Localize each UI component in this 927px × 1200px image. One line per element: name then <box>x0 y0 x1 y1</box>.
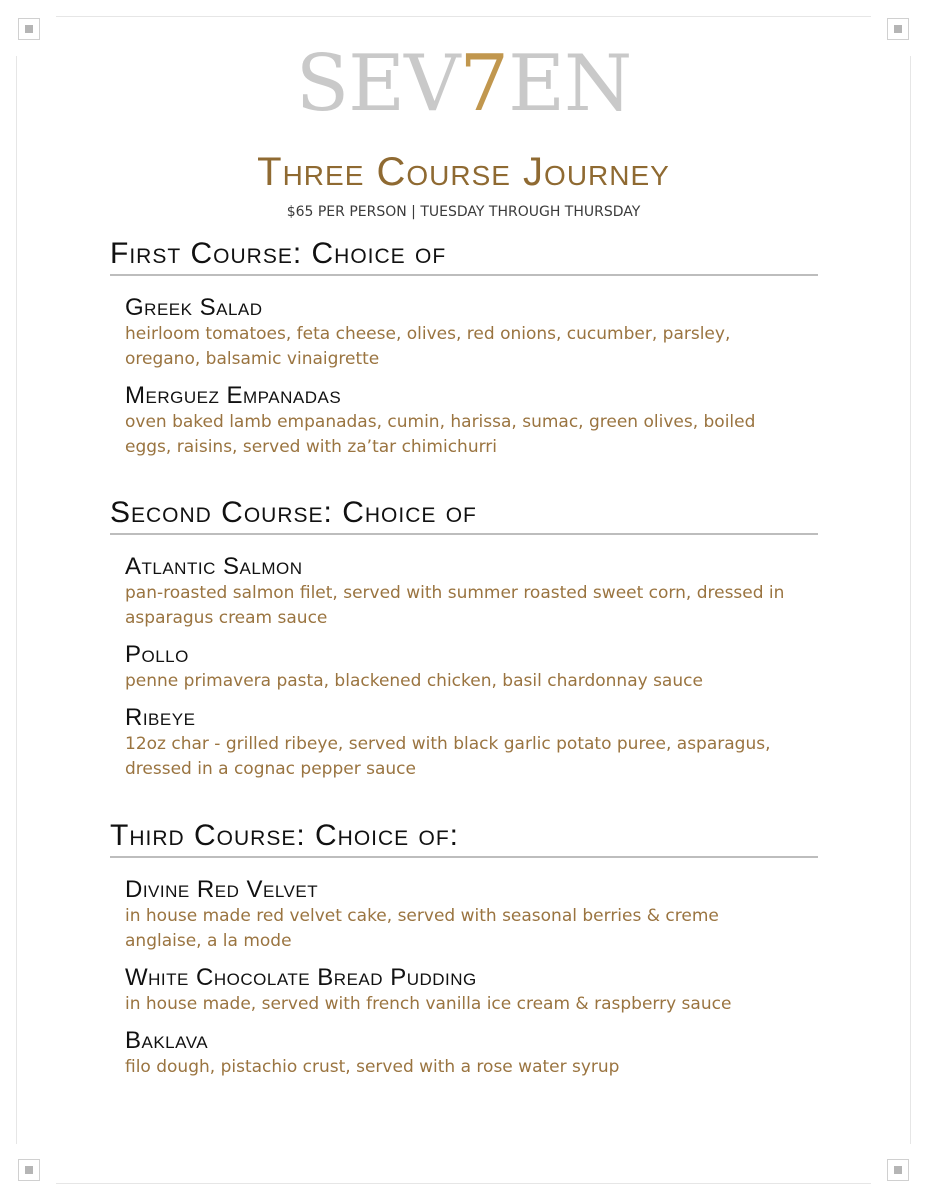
frame-corner-bottom-right <box>887 1159 909 1181</box>
menu-item-name: Ribeye <box>125 704 196 731</box>
menu-item <box>125 876 818 954</box>
course-section-second <box>110 495 818 782</box>
menu-item <box>125 704 818 782</box>
frame-corner-top-right <box>887 18 909 40</box>
menu-item-name: Pollo <box>125 641 189 668</box>
menu-item-description: heirloom tomatoes, feta cheese, olives, red onions, cucumber, parsley, oregano, balsamic vinaigrette <box>125 324 731 369</box>
menu-item-name: Greek Salad <box>125 294 263 321</box>
logo-text-pre: SEV <box>295 39 460 129</box>
menu-item <box>125 553 818 631</box>
menu-item-description: filo dough, pistachio crust, served with a rose water syrup <box>125 1057 620 1077</box>
menu-item-name: Atlantic Salmon <box>125 553 303 580</box>
frame-corner-top-left <box>18 18 40 40</box>
menu-item-name: White Chocolate Bread Pudding <box>125 964 477 991</box>
restaurant-logo <box>0 39 927 129</box>
menu-item-description: pan-roasted salmon filet, served with summer roasted sweet corn, dressed in asparagus cream sauce <box>125 583 785 628</box>
logo-seven-mark: 7 <box>459 39 509 129</box>
menu-item-description: 12oz char - grilled ribeye, served with black garlic potato puree, asparagus, dressed in a cognac pepper sauce <box>125 734 771 779</box>
logo-text-post: EN <box>508 39 632 129</box>
menu-item <box>125 1027 818 1080</box>
menu-item-description: oven baked lamb empanadas, cumin, harissa, sumac, green olives, boiled eggs, raisins, served with za’tar chimichurri <box>125 412 756 457</box>
menu-title: Three Course Journey <box>257 150 670 194</box>
menu-item-name: Merguez Empanadas <box>125 382 342 409</box>
menu-item-description: in house made, served with french vanilla ice cream & raspberry sauce <box>125 994 732 1014</box>
menu-item-name: Baklava <box>125 1027 209 1054</box>
frame-bottom-line <box>56 1183 871 1184</box>
frame-top-line <box>56 16 871 17</box>
course-section-third <box>110 818 818 1080</box>
menu-item-description: in house made red velvet cake, served with seasonal berries & creme anglaise, a la mode <box>125 906 719 951</box>
menu-item <box>125 641 818 694</box>
menu-item <box>125 964 818 1017</box>
menu-item <box>125 382 818 460</box>
course-section-first <box>110 236 818 460</box>
menu-item <box>125 294 818 372</box>
menu-subtitle: $65 PER PERSON | TUESDAY THROUGH THURSDAY <box>286 204 641 220</box>
menu-item-description: penne primavera pasta, blackened chicken, basil chardonnay sauce <box>125 671 703 691</box>
course-title: First Course: Choice of <box>110 236 818 276</box>
course-title: Second Course: Choice of <box>110 495 818 535</box>
frame-corner-bottom-left <box>18 1159 40 1181</box>
menu-item-name: Divine Red Velvet <box>125 876 319 903</box>
course-title: Third Course: Choice of: <box>110 818 818 858</box>
